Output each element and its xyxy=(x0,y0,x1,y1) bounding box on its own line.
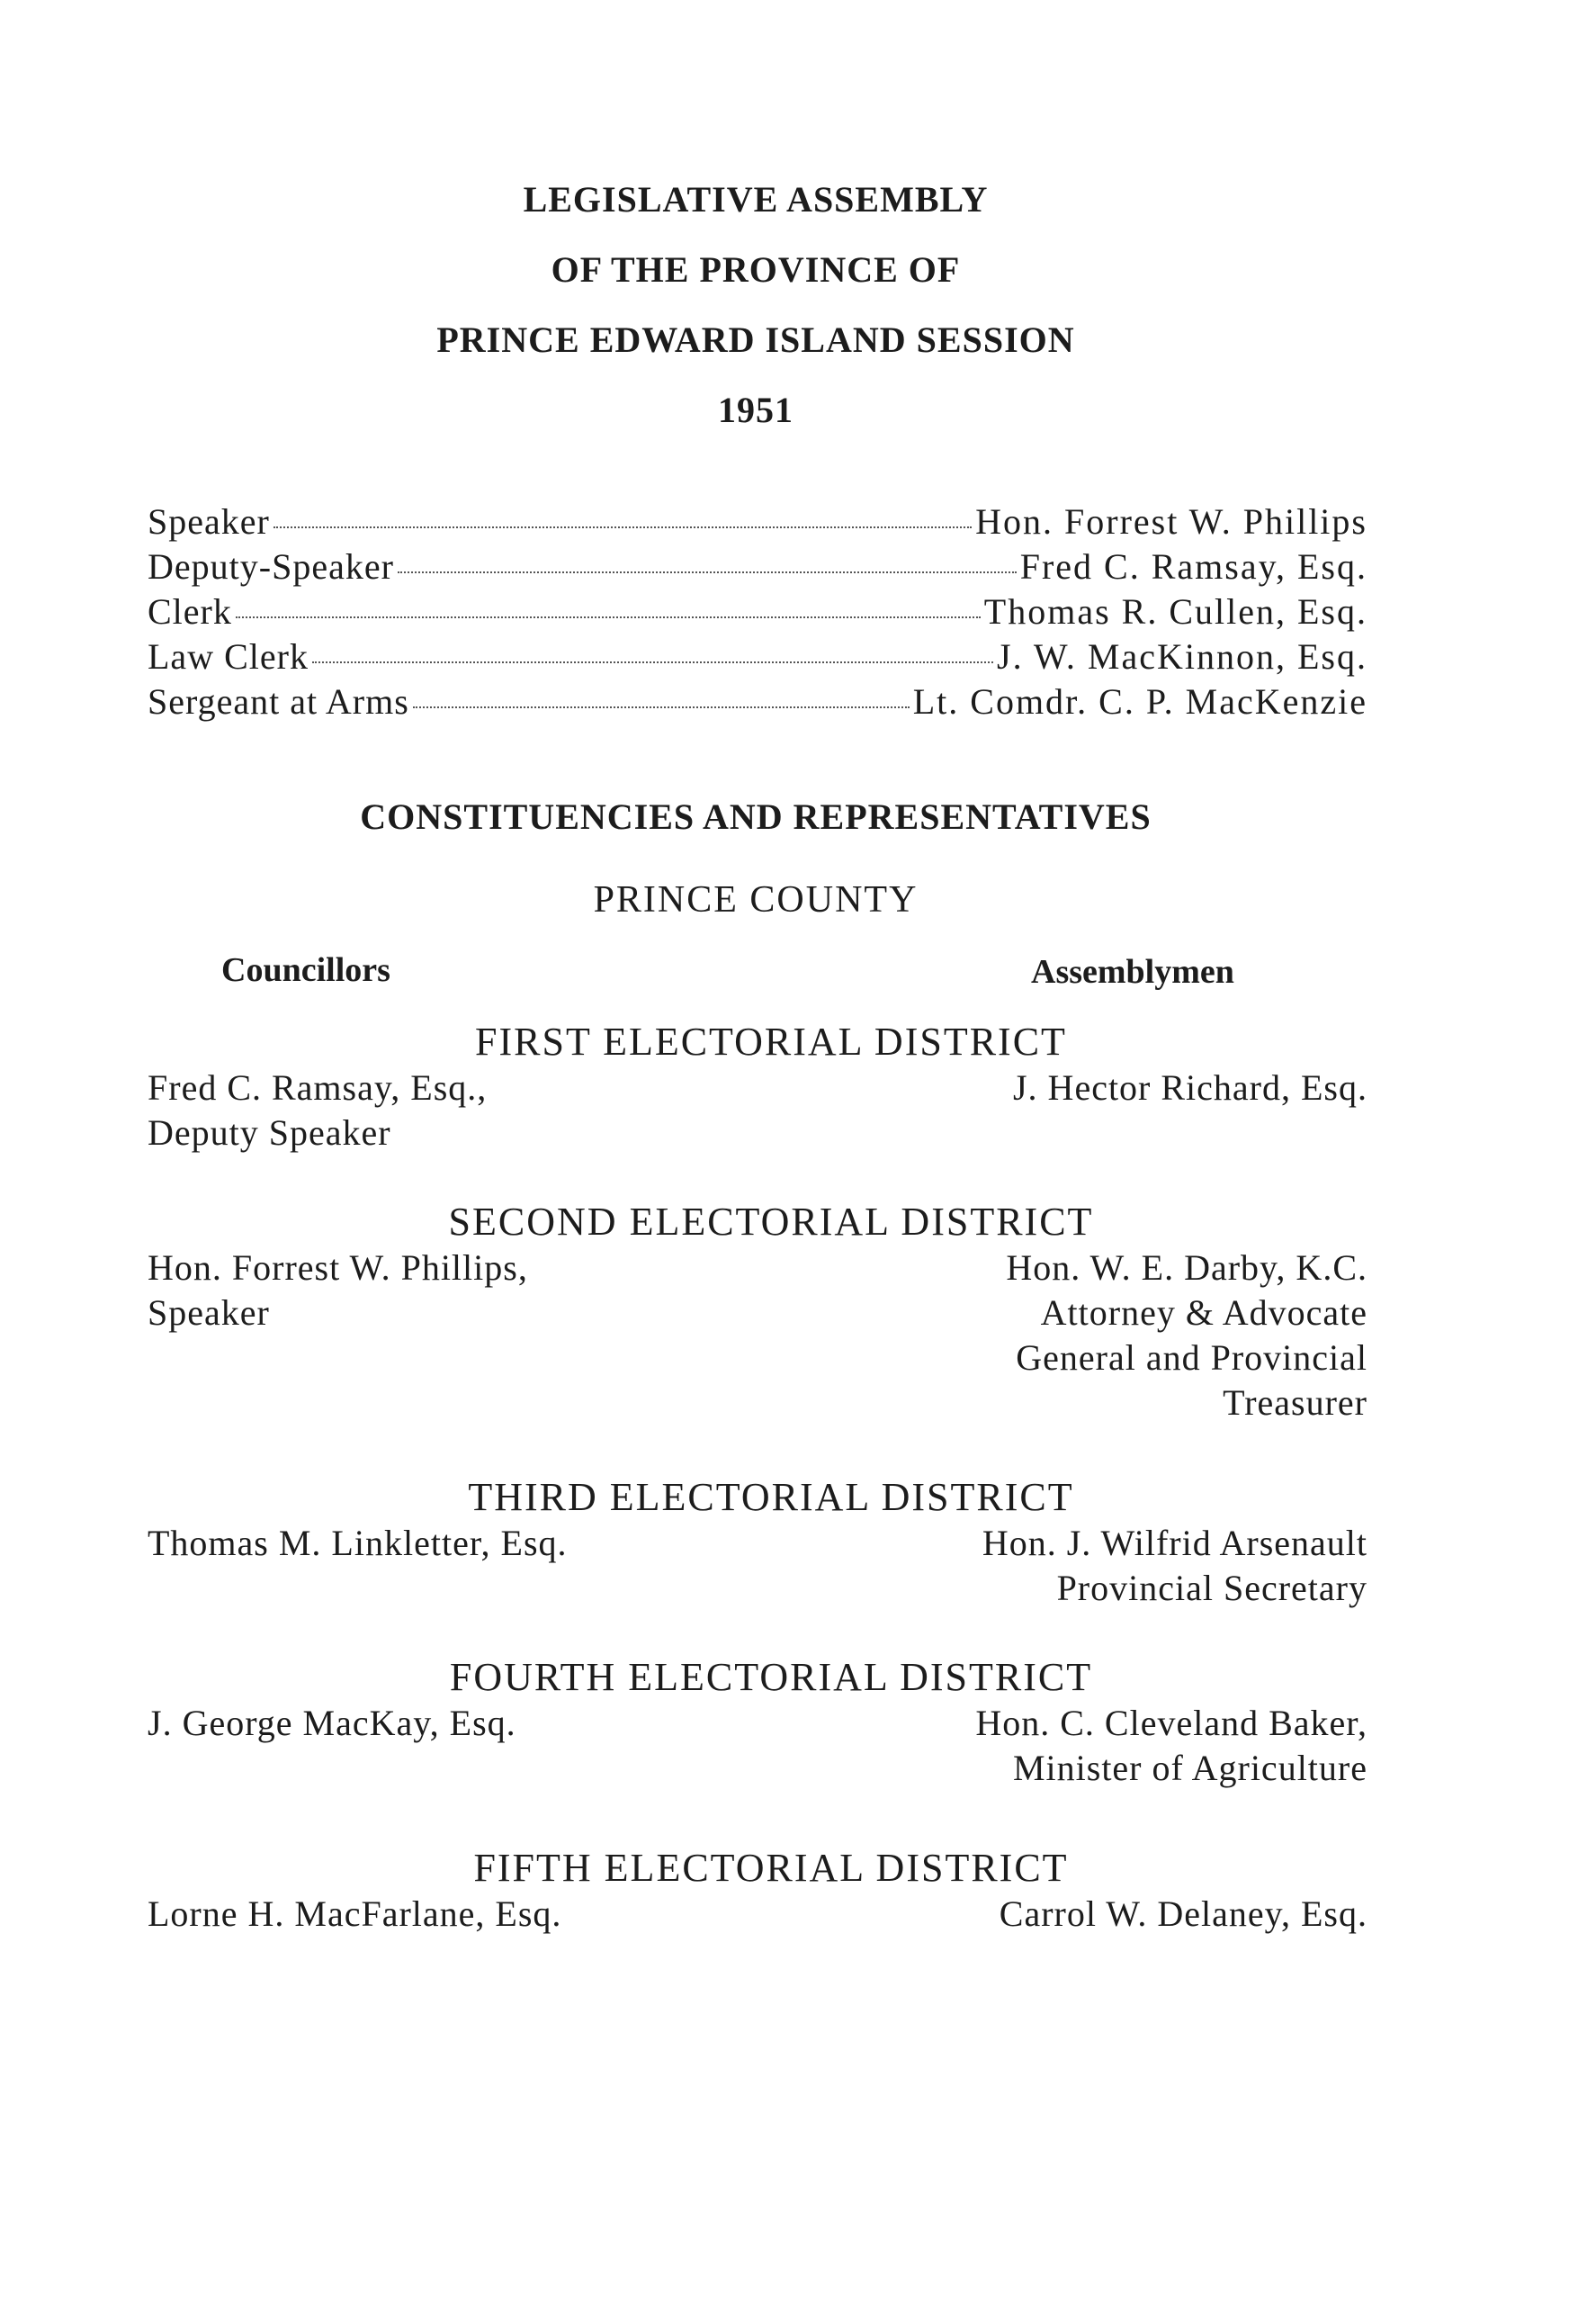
councillor-entry xyxy=(148,1892,561,1937)
officer-holder: Lt. Comdr. C. P. MacKenzie xyxy=(912,681,1367,722)
officers-list xyxy=(148,500,1367,725)
assemblyman-title: General and Provincial xyxy=(1016,1337,1367,1378)
assemblyman-name: Hon. J. Wilfrid Arsenault xyxy=(982,1523,1367,1563)
assembly-title-line2: OF THE PROVINCE OF xyxy=(551,249,961,290)
district-title: SECOND ELECTORIAL DISTRICT xyxy=(448,1200,1094,1244)
assemblyman-title: Treasurer xyxy=(1223,1382,1367,1423)
district-fourth xyxy=(148,1654,1367,1791)
councillor-name: Lorne H. MacFarlane, Esq. xyxy=(148,1893,562,1934)
assembly-title-line1: LEGISLATIVE ASSEMBLY xyxy=(523,179,989,220)
assemblyman-entry xyxy=(975,1701,1367,1791)
district-title: FIFTH ELECTORIAL DISTRICT xyxy=(473,1846,1069,1890)
assemblyman-entry xyxy=(982,1521,1367,1611)
officer-role: Clerk xyxy=(148,591,232,632)
officer-role: Deputy-Speaker xyxy=(148,546,394,587)
district-fifth xyxy=(148,1845,1367,1937)
officer-role: Sergeant at Arms xyxy=(148,681,409,722)
district-title: FIRST ELECTORIAL DISTRICT xyxy=(475,1020,1067,1064)
councillor-name: Fred C. Ramsay, Esq., xyxy=(148,1067,488,1108)
officer-row-sergeant-at-arms xyxy=(148,680,1367,725)
constituencies-title: CONSTITUENCIES AND REPRESENTATIVES xyxy=(360,796,1152,837)
officer-role: Speaker xyxy=(148,501,270,542)
dot-leader xyxy=(273,526,972,528)
assemblymen-column-header: Assemblymen xyxy=(1031,953,1234,991)
officer-row-speaker xyxy=(148,500,1367,545)
assemblyman-entry xyxy=(1000,1892,1367,1937)
assemblyman-name: Hon. W. E. Darby, K.C. xyxy=(1006,1247,1367,1288)
assemblyman-title: Provincial Secretary xyxy=(1056,1568,1367,1608)
officer-holder: J. W. MacKinnon, Esq. xyxy=(997,636,1367,677)
assemblyman-entry xyxy=(1006,1245,1367,1425)
county-title: PRINCE COUNTY xyxy=(593,879,919,921)
councillor-entry xyxy=(148,1521,568,1611)
assemblyman-title: Minister of Agriculture xyxy=(1012,1748,1367,1788)
officer-holder: Thomas R. Cullen, Esq. xyxy=(983,591,1367,632)
councillor-name: Hon. Forrest W. Phillips, xyxy=(148,1247,528,1288)
officer-holder: Fred C. Ramsay, Esq. xyxy=(1019,546,1367,587)
officer-row-deputy-speaker xyxy=(148,545,1367,590)
district-third xyxy=(148,1474,1367,1611)
assemblyman-title: Attorney & Advocate xyxy=(1040,1292,1367,1333)
councillor-title: Speaker xyxy=(148,1292,270,1333)
assemblyman-name: Hon. C. Cleveland Baker, xyxy=(975,1703,1367,1743)
dot-leader xyxy=(236,616,981,618)
dot-leader xyxy=(398,571,1017,573)
session-year: 1951 xyxy=(718,390,794,430)
officer-role: Law Clerk xyxy=(148,636,309,677)
councillor-name: J. George MacKay, Esq. xyxy=(148,1703,516,1743)
councillor-entry xyxy=(148,1066,487,1155)
assemblyman-name: J. Hector Richard, Esq. xyxy=(1012,1067,1367,1108)
councillor-title: Deputy Speaker xyxy=(148,1112,391,1153)
officer-row-clerk xyxy=(148,590,1367,635)
officer-holder: Hon. Forrest W. Phillips xyxy=(975,501,1367,542)
councillor-name: Thomas M. Linkletter, Esq. xyxy=(148,1523,568,1563)
officer-row-law-clerk xyxy=(148,635,1367,680)
councillor-entry xyxy=(148,1701,516,1791)
assembly-title-line3: PRINCE EDWARD ISLAND SESSION xyxy=(436,319,1075,360)
councillor-entry xyxy=(148,1245,528,1425)
dot-leader xyxy=(413,706,910,708)
district-title: FOURTH ELECTORIAL DISTRICT xyxy=(449,1655,1093,1699)
assemblyman-name: Carrol W. Delaney, Esq. xyxy=(999,1893,1367,1934)
councillors-column-header: Councillors xyxy=(221,951,390,989)
assemblyman-entry xyxy=(1013,1066,1367,1155)
district-second xyxy=(148,1199,1367,1425)
district-first xyxy=(148,1019,1367,1155)
district-title: THIRD ELECTORIAL DISTRICT xyxy=(468,1475,1074,1519)
dot-leader xyxy=(312,661,993,663)
